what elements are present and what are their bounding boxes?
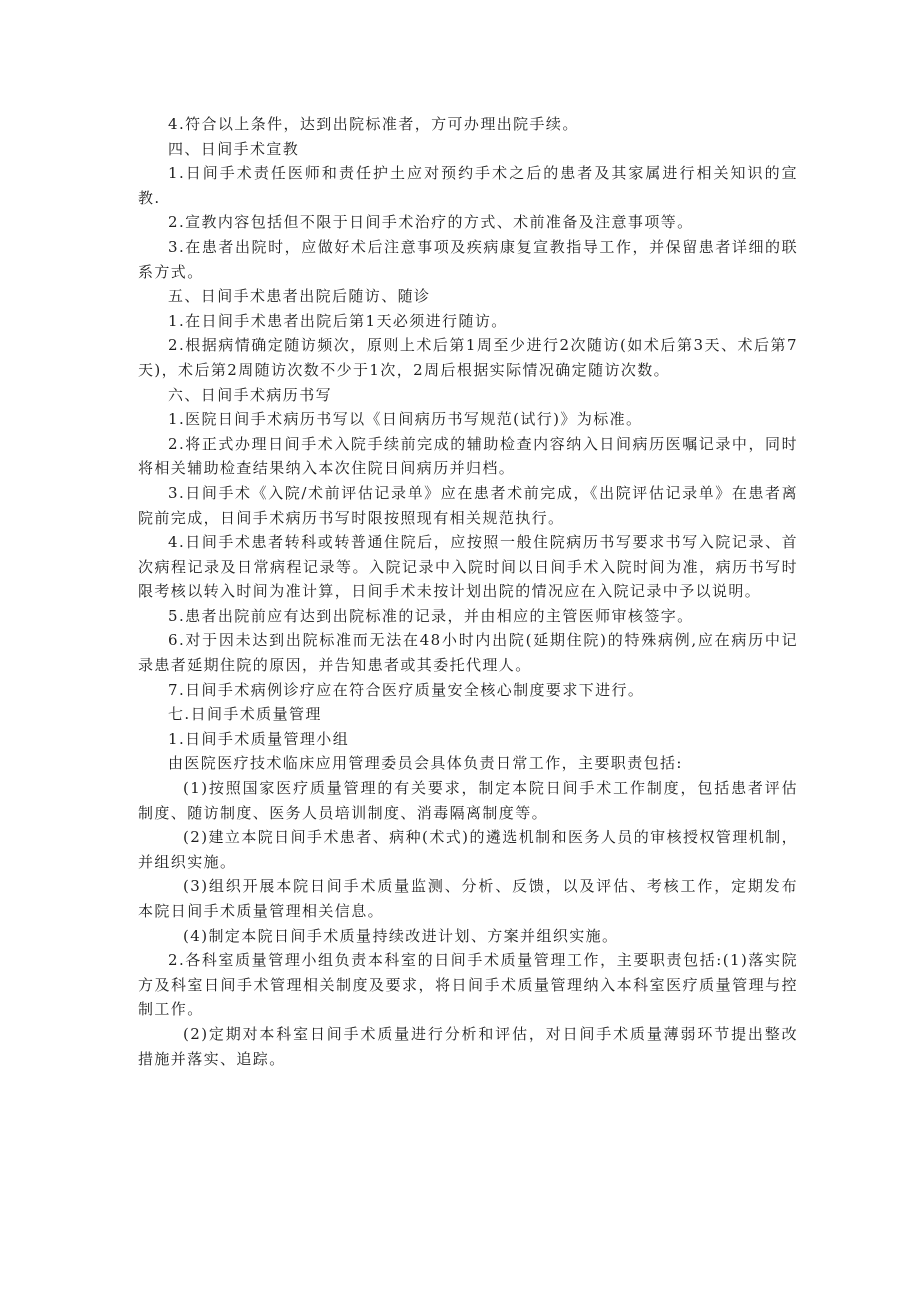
paragraph: 5.患者出院前应有达到出院标准的记录，并由相应的主管医师审核签字。 xyxy=(168,606,694,625)
sub-paragraph: (4)制定本院日间手术质量持续改进计划、方案并组织实施。 xyxy=(183,926,619,945)
paragraph: 1.在日间手术患者出院后第1天必须进行随访。 xyxy=(168,311,508,330)
paragraph: 3.日间手术《入院/术前评估记录单》应在患者术前完成，《出院评估记录单》在患者离院前完成，日间手术病历书写时限按照现有相关规范执行。 xyxy=(138,483,798,527)
paragraph: 2.各科室质量管理小组负责本科室的日间手术质量管理工作，主要职责包括:(1)落实院方及科室日间手术管理相关制度及要求，将日间手术质量管理纳入本科室医疗质量管理与控制工作。 xyxy=(138,951,798,1019)
section-heading: 五、日间手术患者出院后随访、随诊 xyxy=(168,287,431,306)
sub-paragraph: (3)组织开展本院日间手术质量监测、分析、反馈，以及评估、考核工作，定期发布本院日间手术质量管理相关信息。 xyxy=(138,877,798,920)
sub-paragraph: (2)建立本院日间手术患者、病种(术式)的遴选机制和医务人员的审核授权管理机制，并组织实施。 xyxy=(138,828,798,871)
paragraph: 4.符合以上条件，达到出院标准者，方可办理出院手续。 xyxy=(168,115,579,133)
document-body xyxy=(138,112,798,1071)
paragraph: 2.宣教内容包括但不限于日间手术治疗的方式、术前准备及注意事项等。 xyxy=(168,213,694,232)
section-heading: 六、日间手术病历书写 xyxy=(168,385,333,404)
paragraph: 由医院医疗技术临床应用管理委员会具体负责日常工作，主要职责包括: xyxy=(168,754,683,773)
paragraph: 7.日间手术病例诊疗应在符合医疗质量安全核心制度要求下进行。 xyxy=(168,680,645,699)
paragraph: 1.日间手术责任医师和责任护土应对预约手术之后的患者及其家属进行相关知识的宣教. xyxy=(138,164,798,207)
paragraph: 2.根据病情确定随访频次，原则上术后第1周至少进行2次随访(如术后第3天、术后第7天)，术后第2周随访次数不少于1次，2周后根据实际情况确定随访次数。 xyxy=(138,336,798,379)
paragraph: 4.日间手术患者转科或转普通住院后，应按照一般住院病历书写要求书写入院记录、首次病程记录及日常病程记录等。入院记录中入院时间以日间手术入院时间为准，病历书写时限考核以转入时间为准计算，日间手术未按计划出院的情况应在入院记录中予以说明。 xyxy=(138,533,798,601)
sub-paragraph: (1)按照国家医疗质量管理的有关要求，制定本院日间手术工作制度，包括患者评估制度、随访制度、医务人员培训制度、消毒隔离制度等。 xyxy=(138,779,798,822)
sub-paragraph: (2)定期对本科室日间手术质量进行分析和评估，对日间手术质量薄弱环节提出整改措施并落实、追踪。 xyxy=(138,1024,798,1068)
paragraph: 1.医院日间手术病历书写以《日间病历书写规范(试行)》为标准。 xyxy=(168,410,643,429)
section-heading: 四、日间手术宣教 xyxy=(168,139,300,158)
paragraph: 2.将正式办理日间手术入院手续前完成的辅助检查内容纳入日间病历医嘱记录中，同时将相关辅助检查结果纳入本次住院日间病历并归档。 xyxy=(138,434,798,478)
paragraph: 3.在患者出院时，应做好术后注意事项及疾病康复宣教指导工作，并保留患者详细的联系方式。 xyxy=(138,237,798,281)
paragraph: 6.对于因未达到出院标准而无法在48小时内出院(延期住院)的特殊病例,应在病历中记录患者延期住院的原因，并告知患者或其委托代理人。 xyxy=(138,631,798,675)
section-heading: 七.日间手术质量管理 xyxy=(168,705,322,724)
paragraph: 1.日间手术质量管理小组 xyxy=(168,729,350,748)
